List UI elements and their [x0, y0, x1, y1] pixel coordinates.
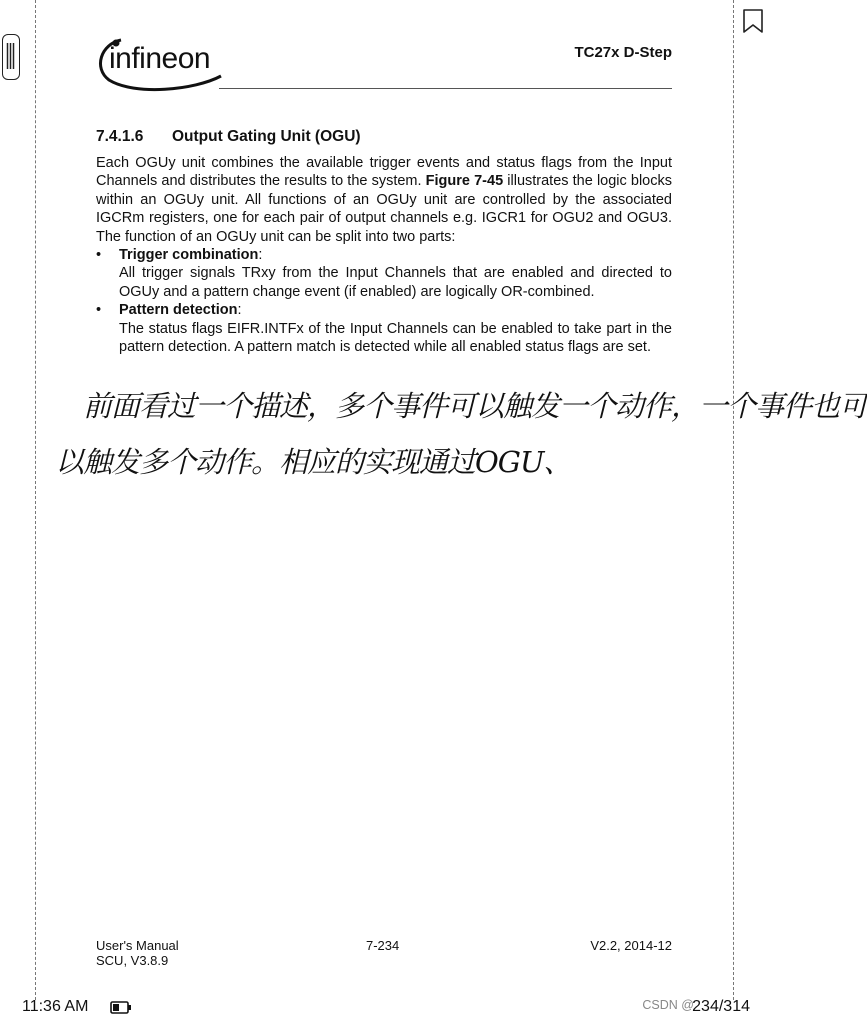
- bullet-marker: •: [96, 302, 102, 319]
- header-divider: [219, 88, 672, 89]
- bullet-marker: •: [96, 247, 102, 264]
- intro-paragraph: [96, 154, 672, 246]
- section-title: Output Gating Unit (OGU): [172, 128, 361, 145]
- handwritten-line: 以触发多个动作。相应的实现通过OGU、: [55, 445, 572, 479]
- bullet-list: [96, 246, 672, 356]
- bullet-description: The status flags EIFR.INTFx of the Input Channels can be enabled to take part in the pattern detection. A pattern match is detected while all enabled status flags are set.: [119, 320, 672, 356]
- body-text: [96, 154, 672, 356]
- logo-text: infineon: [109, 42, 211, 75]
- menu-handle-icon[interactable]: [2, 34, 20, 80]
- bullet-title: Pattern detection: [119, 302, 238, 319]
- bullet-title: Trigger combination: [119, 247, 259, 264]
- intro-text-1: Each OGUy unit combines the available trigger events and status flags from the Input Channels and distributes the results to the system.: [96, 155, 672, 190]
- page-counter[interactable]: 234/314: [692, 998, 750, 1015]
- footer-manual: User's Manual: [96, 938, 179, 953]
- footer-manual-info: [96, 938, 179, 968]
- intro-text-2: illustrates the logic blocks within an OGUy unit. All functions of an OGUy unit are controlled by the associated IGCRm registers, one for each pair of output channels e.g. IGCR1 for OGU2 and OGU3. The function of an OGUy unit can be split into two parts:: [96, 173, 672, 245]
- handwritten-note: [55, 378, 867, 479]
- list-item: [96, 301, 672, 356]
- bookmark-icon[interactable]: [742, 8, 764, 39]
- footer-page-ref: 7-234: [366, 938, 400, 953]
- figure-reference: Figure 7-45: [425, 173, 504, 190]
- status-time: 11:36 AM: [22, 998, 89, 1015]
- section-heading: [96, 128, 361, 146]
- bullet-description: All trigger signals TRxy from the Input Channels that are enabled and directed to OGUy and a pattern change event (if enabled) are logically OR-combined.: [119, 265, 672, 300]
- footer-version-module: SCU, V3.8.9: [96, 953, 169, 968]
- bullet-colon: :: [258, 247, 263, 264]
- watermark: CSDN @: [642, 998, 694, 1012]
- list-item: [96, 246, 672, 301]
- page-left-margin-line: [35, 0, 36, 1000]
- infineon-logo: [95, 34, 225, 94]
- footer-version-date: V2.2, 2014-12: [590, 938, 672, 953]
- battery-icon: [110, 1001, 132, 1019]
- document-title: TC27x D-Step: [574, 44, 672, 61]
- bullet-colon: :: [237, 302, 242, 319]
- page-right-margin-line: [733, 0, 734, 1000]
- section-number: 7.4.1.6: [96, 128, 144, 145]
- handwritten-line: 前面看过一个描述，多个事件可以触发一个动作，一个事件也可: [83, 389, 867, 423]
